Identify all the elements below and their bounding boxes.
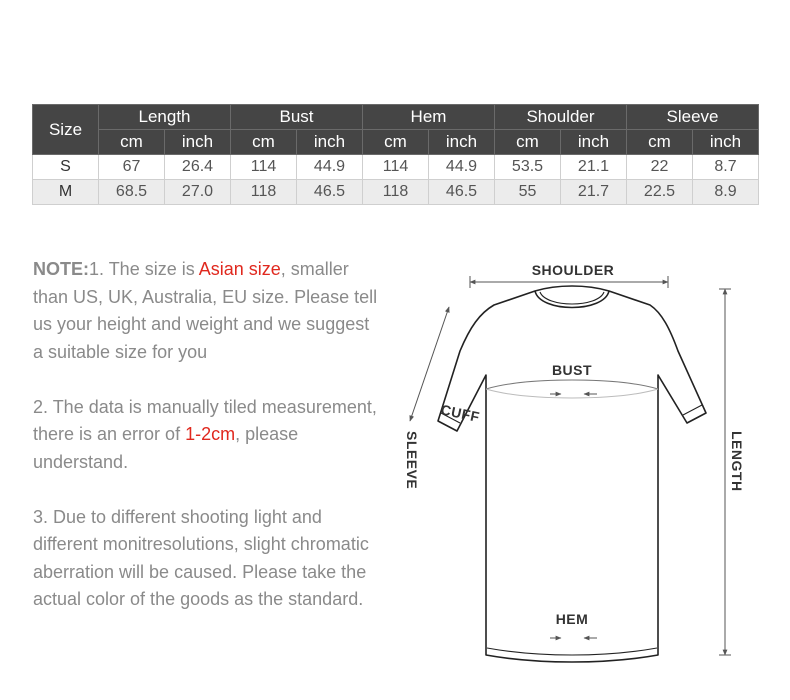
table-cell: 44.9 bbox=[429, 155, 495, 180]
cuff-label: CUFF bbox=[439, 401, 482, 426]
unit-header-inch: inch bbox=[165, 130, 231, 155]
table-cell: 114 bbox=[231, 155, 297, 180]
note-1 bbox=[33, 256, 378, 366]
size-cell: S bbox=[33, 155, 99, 180]
note-1-text-rest: , smaller than US, UK, Australia, EU size. Please tell us your height and weight and we suggest a suitable size for you bbox=[33, 259, 378, 362]
error-range-highlight: 1-2cm bbox=[185, 424, 236, 444]
note-1-text: 1. The size is bbox=[89, 259, 199, 279]
unit-header-inch: inch bbox=[297, 130, 363, 155]
table-cell: 22 bbox=[627, 155, 693, 180]
size-chart-table bbox=[32, 104, 759, 205]
table-cell: 67 bbox=[99, 155, 165, 180]
shoulder-label: SHOULDER bbox=[531, 262, 615, 278]
size-cell: M bbox=[33, 180, 99, 205]
unit-header-cm: cm bbox=[99, 130, 165, 155]
unit-header-inch: inch bbox=[561, 130, 627, 155]
table-cell: 22.5 bbox=[627, 180, 693, 205]
sleeve-label: SLEEVE bbox=[404, 431, 420, 490]
table-cell: 21.1 bbox=[561, 155, 627, 180]
size-notes bbox=[33, 256, 378, 614]
table-cell: 53.5 bbox=[495, 155, 561, 180]
unit-header-inch: inch bbox=[693, 130, 759, 155]
unit-header-cm: cm bbox=[495, 130, 561, 155]
tshirt-measurement-diagram bbox=[400, 255, 770, 675]
table-cell: 26.4 bbox=[165, 155, 231, 180]
table-cell: 46.5 bbox=[429, 180, 495, 205]
table-cell: 8.9 bbox=[693, 180, 759, 205]
shoulder-header: Shoulder bbox=[495, 105, 627, 130]
sleeve-header: Sleeve bbox=[627, 105, 759, 130]
size-column-header: Size bbox=[33, 105, 99, 155]
note-2 bbox=[33, 394, 378, 477]
note-3: 3. Due to different shooting light and different monitresolutions, slight chromatic aberration will be caused. Please take the actual color of the goods as the standard. bbox=[33, 506, 369, 609]
note-2-text: 2. The data is manually tiled measurement, there is an error of bbox=[33, 396, 377, 444]
length-header: Length bbox=[99, 105, 231, 130]
asian-size-highlight: Asian size bbox=[198, 259, 281, 279]
hem-header: Hem bbox=[363, 105, 495, 130]
table-cell: 114 bbox=[363, 155, 429, 180]
table-cell: 55 bbox=[495, 180, 561, 205]
unit-header-cm: cm bbox=[231, 130, 297, 155]
table-row bbox=[33, 180, 759, 205]
unit-header-cm: cm bbox=[627, 130, 693, 155]
unit-header-inch: inch bbox=[429, 130, 495, 155]
table-cell: 8.7 bbox=[693, 155, 759, 180]
tshirt-outline bbox=[438, 286, 706, 662]
table-cell: 118 bbox=[231, 180, 297, 205]
length-label: LENGTH bbox=[729, 431, 745, 492]
table-cell: 21.7 bbox=[561, 180, 627, 205]
table-cell: 118 bbox=[363, 180, 429, 205]
table-row bbox=[33, 155, 759, 180]
bust-header: Bust bbox=[231, 105, 363, 130]
note-2-text-rest: , please understand. bbox=[33, 424, 299, 472]
note-label: NOTE: bbox=[33, 259, 89, 279]
hem-label: HEM bbox=[555, 611, 589, 627]
table-cell: 27.0 bbox=[165, 180, 231, 205]
table-cell: 46.5 bbox=[297, 180, 363, 205]
unit-header-cm: cm bbox=[363, 130, 429, 155]
table-cell: 68.5 bbox=[99, 180, 165, 205]
table-cell: 44.9 bbox=[297, 155, 363, 180]
bust-label: BUST bbox=[551, 362, 593, 378]
